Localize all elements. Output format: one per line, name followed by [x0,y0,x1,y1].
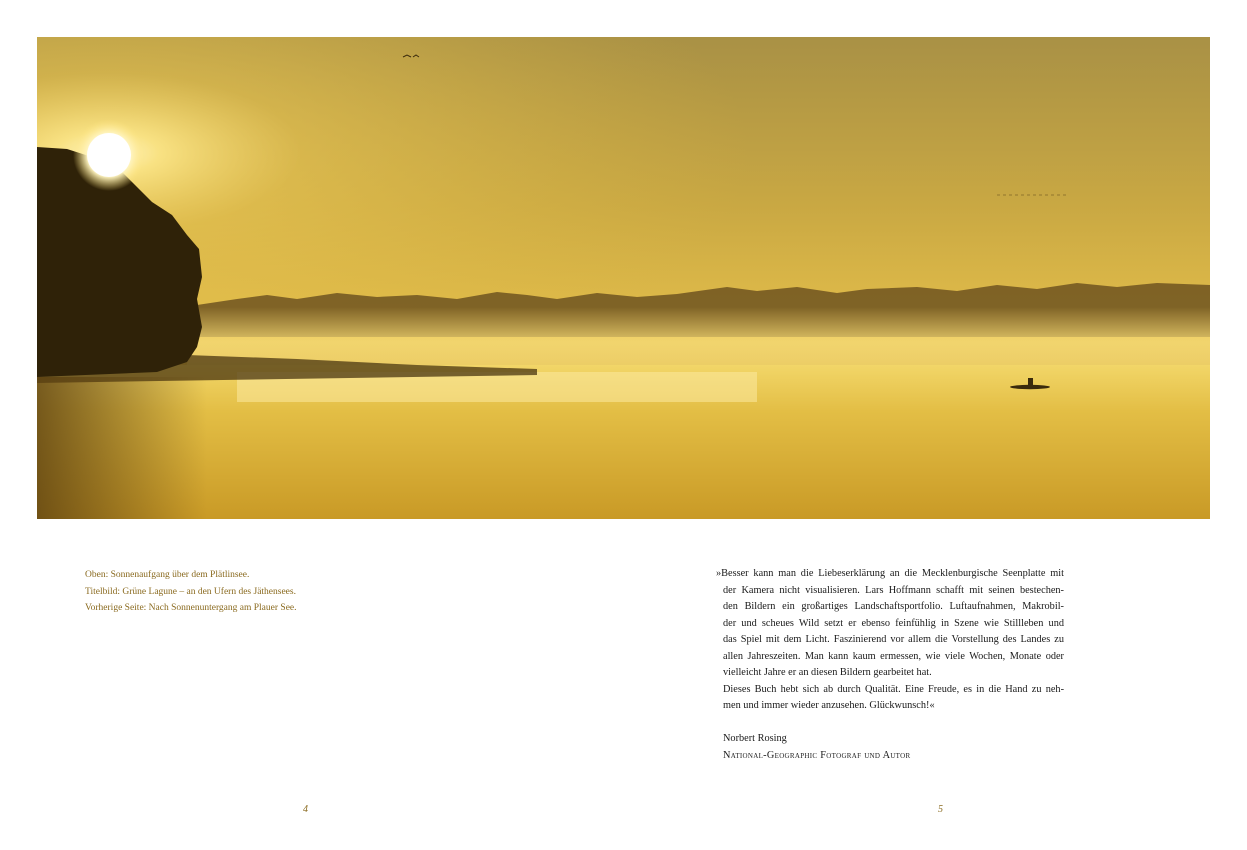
quote-line: men und immer wieder anzusehen. Glückwunsch!« [723,700,935,711]
author-role: National-Geographic Fotograf und Autor [723,749,911,761]
caption-line: Titelbild: Grüne Lagune – an den Ufern des Jäthensees. [85,586,296,597]
quote-line: allen Jahreszeiten. Man kann kaum ermessen, wie viele Wochen, Monate oder [723,650,1064,662]
page-number-left: 4 [303,804,308,815]
photo-image [37,37,1210,519]
quote-attribution [723,731,910,764]
testimonial-quote [716,566,1064,715]
caption-line: Vorherige Seite: Nach Sonnenuntergang am Plauer See. [85,603,297,613]
quote-line: »Besser kann man die Liebeserklärung an die Mecklenburgische Seenplatte mit [716,568,1064,579]
quote-line: Dieses Buch hebt sich ab durch Qualität. Eine Freude, es in die Hand zu neh- [723,683,1064,695]
author-name: Norbert Rosing [723,733,787,744]
quote-line: der Kamera nicht visualisieren. Lars Hoffmann schafft mit seinen bestechen- [723,584,1064,596]
photo-captions [85,567,485,617]
page-number-right: 5 [938,804,943,815]
quote-line: das Spiel mit dem Licht. Faszinierend vor allem die Vorstellung des Landes zu [723,634,1064,645]
quote-line: den Bildern ein großartiges Landschaftsportfolio. Luftaufnahmen, Makrobil- [723,601,1064,612]
sunrise-lake-photo [37,37,1210,519]
caption-line: Oben: Sonnenaufgang über dem Plätlinsee. [85,570,250,580]
quote-line: der und scheues Wild setzt er ebenso feinfühlig in Szene wie Stillleben und [723,617,1064,629]
quote-line: vielleicht Jahre er an diesen Bildern gearbeitet hat. [723,667,932,678]
